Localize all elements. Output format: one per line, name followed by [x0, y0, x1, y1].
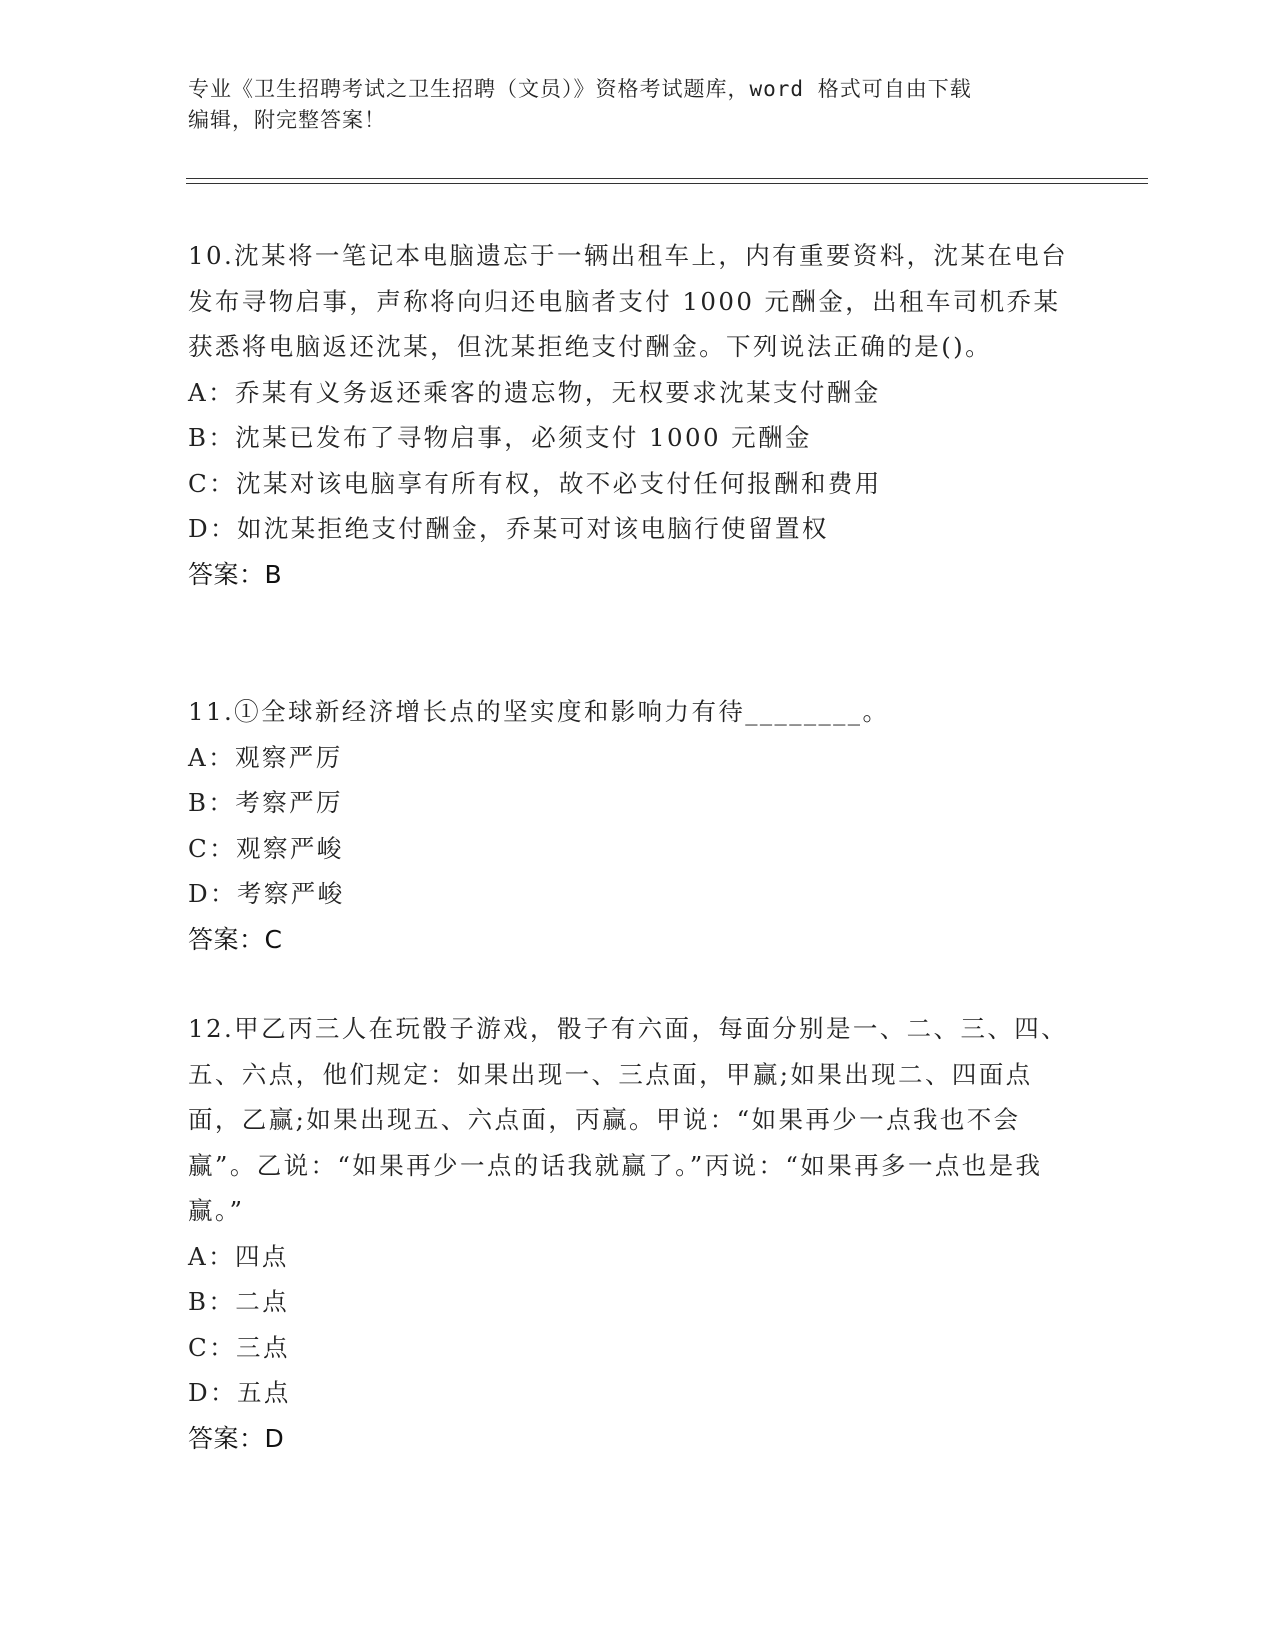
question-12 [188, 1006, 1078, 1461]
option-d: D：考察严峻 [188, 879, 345, 908]
header-line-2: 编辑，附完整答案！ [188, 108, 386, 132]
answer: 答案：B [188, 559, 283, 589]
question-stem: 11.①全球新经济增长点的坚实度和影响力有待________。 [188, 697, 890, 726]
question-10 [188, 233, 1078, 597]
option-c: C：观察严峻 [188, 833, 344, 863]
header-line-1: 专业《卫生招聘考试之卫生招聘（文员）》资格考试题库，word 格式可自由下载 [188, 77, 972, 101]
option-a: A：观察严厉 [188, 742, 343, 772]
option-d: D：五点 [188, 1378, 291, 1407]
option-b: B：沈某已发布了寻物启事，必须支付 1000 元酬金 [188, 423, 812, 452]
answer: 答案：C [188, 924, 283, 954]
option-a: A：四点 [188, 1241, 289, 1271]
header-divider-top [186, 178, 1148, 179]
option-d: D：如沈某拒绝支付酬金，乔某可对该电脑行使留置权 [188, 514, 829, 543]
option-b: B：考察严厉 [188, 788, 343, 817]
option-b: B：二点 [188, 1287, 290, 1316]
question-11 [188, 689, 1078, 962]
header-divider-bottom [186, 183, 1148, 184]
option-c: C：三点 [188, 1332, 290, 1362]
answer: 答案：D [188, 1423, 285, 1453]
document-header [188, 74, 1088, 136]
option-a: A：乔某有义务返还乘客的遗忘物，无权要求沈某支付酬金 [188, 377, 881, 407]
question-stem: 12.甲乙丙三人在玩骰子游戏，骰子有六面，每面分别是一、二、三、四、五、六点，他们规定：如果出现一、三点面，甲赢;如果出现二、四面点面，乙赢;如果出现五、六点面，丙赢。甲说：“如果再少一点我也不会赢”。乙说：“如果再少一点的话我就赢了。”丙说：“如果再多一点也是我赢。” [188, 1014, 1069, 1225]
question-stem: 10.沈某将一笔记本电脑遗忘于一辆出租车上，内有重要资料，沈某在电台发布寻物启事，声称将向归还电脑者支付 1000 元酬金，出租车司机乔某获悉将电脑返还沈某，但沈某拒绝支付酬金。下列说法正确的是()。 [188, 241, 1069, 361]
option-c: C：沈某对该电脑享有所有权，故不必支付任何报酬和费用 [188, 468, 882, 498]
